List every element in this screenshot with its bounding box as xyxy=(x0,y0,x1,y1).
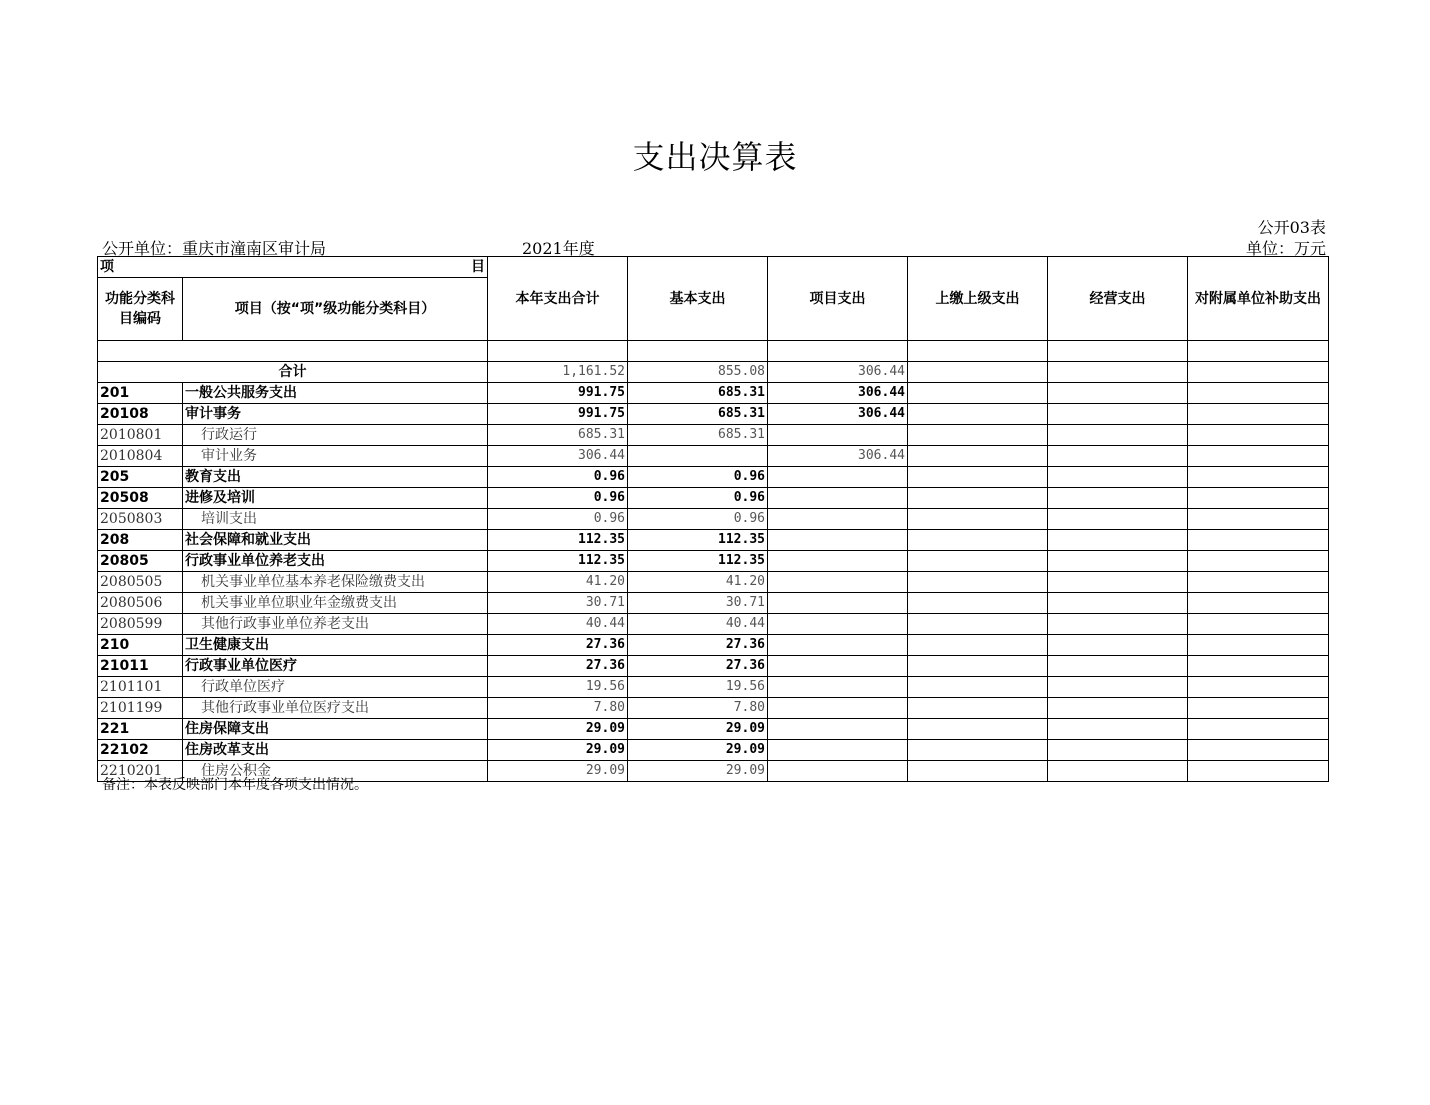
row-value xyxy=(768,551,908,572)
row-value xyxy=(1188,635,1329,656)
table-row xyxy=(98,383,1329,404)
row-name: 住房保障支出 xyxy=(183,719,488,740)
row-value xyxy=(1048,698,1188,719)
row-value: 29.09 xyxy=(628,740,768,761)
row-name: 审计业务 xyxy=(183,446,488,467)
row-value: 306.44 xyxy=(768,404,908,425)
row-value: 19.56 xyxy=(488,677,628,698)
row-value xyxy=(908,383,1048,404)
table-row xyxy=(98,425,1329,446)
row-value: 27.36 xyxy=(628,656,768,677)
total-cell xyxy=(908,362,1048,383)
table-row xyxy=(98,467,1329,488)
row-value xyxy=(908,467,1048,488)
table-row xyxy=(98,509,1329,530)
row-value xyxy=(908,614,1048,635)
col-header-name: 项目（按“项”级功能分类科目） xyxy=(183,278,488,341)
row-code: 20805 xyxy=(98,551,183,572)
row-value xyxy=(908,698,1048,719)
row-value xyxy=(1188,593,1329,614)
row-name: 行政事业单位养老支出 xyxy=(183,551,488,572)
col-header-subsidiary-subsidy: 对附属单位补助支出 xyxy=(1188,257,1329,341)
table-row xyxy=(98,677,1329,698)
row-value: 112.35 xyxy=(628,530,768,551)
row-code: 20108 xyxy=(98,404,183,425)
header-xiang-mu xyxy=(98,257,488,278)
row-value: 0.96 xyxy=(628,467,768,488)
row-value xyxy=(908,761,1048,782)
row-value xyxy=(1188,698,1329,719)
row-code: 208 xyxy=(98,530,183,551)
row-code: 2080599 xyxy=(98,614,183,635)
table-row xyxy=(98,740,1329,761)
row-value xyxy=(1188,383,1329,404)
row-value xyxy=(768,530,908,551)
table-row xyxy=(98,446,1329,467)
table-row xyxy=(98,635,1329,656)
row-value xyxy=(1188,740,1329,761)
row-code: 2080506 xyxy=(98,593,183,614)
row-value xyxy=(908,572,1048,593)
row-name: 一般公共服务支出 xyxy=(183,383,488,404)
row-value xyxy=(1188,509,1329,530)
row-code: 20508 xyxy=(98,488,183,509)
col-header-operating: 经营支出 xyxy=(1048,257,1188,341)
row-name: 住房公积金 xyxy=(183,761,488,782)
row-code: 2101101 xyxy=(98,677,183,698)
total-cell: 1,161.52 xyxy=(488,362,628,383)
row-value: 0.96 xyxy=(488,509,628,530)
row-value: 112.35 xyxy=(488,551,628,572)
table-row xyxy=(98,593,1329,614)
table-row xyxy=(98,530,1329,551)
row-value: 112.35 xyxy=(488,530,628,551)
row-code: 2010801 xyxy=(98,425,183,446)
header-row-top xyxy=(98,257,1329,278)
row-value xyxy=(1048,383,1188,404)
row-value xyxy=(908,488,1048,509)
row-value: 29.09 xyxy=(488,740,628,761)
fiscal-year: 2021年度 xyxy=(522,239,595,258)
row-value xyxy=(1048,425,1188,446)
row-value: 7.80 xyxy=(488,698,628,719)
row-value xyxy=(768,719,908,740)
row-value xyxy=(1188,572,1329,593)
row-value: 0.96 xyxy=(628,488,768,509)
row-code: 2101199 xyxy=(98,698,183,719)
row-name: 行政事业单位医疗 xyxy=(183,656,488,677)
row-value: 306.44 xyxy=(768,383,908,404)
row-value xyxy=(908,425,1048,446)
row-value xyxy=(1188,404,1329,425)
row-value: 30.71 xyxy=(628,593,768,614)
row-value: 685.31 xyxy=(488,425,628,446)
row-name: 行政单位医疗 xyxy=(183,677,488,698)
row-name: 教育支出 xyxy=(183,467,488,488)
page-title: 支出决算表 xyxy=(632,138,798,176)
col-header-code: 功能分类科目编码 xyxy=(98,278,183,341)
row-value: 29.09 xyxy=(628,761,768,782)
total-cell: 855.08 xyxy=(628,362,768,383)
col-header-total: 本年支出合计 xyxy=(488,257,628,341)
row-value xyxy=(1048,593,1188,614)
row-value xyxy=(1048,509,1188,530)
row-value: 112.35 xyxy=(628,551,768,572)
table-row xyxy=(98,404,1329,425)
row-value xyxy=(908,530,1048,551)
table-row xyxy=(98,614,1329,635)
row-name: 其他行政事业单位养老支出 xyxy=(183,614,488,635)
form-number: 公开03表 xyxy=(1257,218,1326,237)
row-value xyxy=(908,740,1048,761)
expenditure-table xyxy=(97,256,1329,782)
row-value: 29.09 xyxy=(488,761,628,782)
row-value: 0.96 xyxy=(488,488,628,509)
row-name: 卫生健康支出 xyxy=(183,635,488,656)
total-cell xyxy=(1048,362,1188,383)
total-cell xyxy=(1188,362,1329,383)
row-code: 2080505 xyxy=(98,572,183,593)
row-name: 进修及培训 xyxy=(183,488,488,509)
row-value xyxy=(1188,719,1329,740)
row-value xyxy=(768,572,908,593)
col-header-remit-superior: 上缴上级支出 xyxy=(908,257,1048,341)
table-row xyxy=(98,572,1329,593)
footnote: 备注：本表反映部门本年度各项支出情况。 xyxy=(102,777,368,793)
currency-unit: 单位：万元 xyxy=(1245,239,1326,258)
row-value: 30.71 xyxy=(488,593,628,614)
row-value xyxy=(1048,572,1188,593)
row-value: 40.44 xyxy=(628,614,768,635)
row-value xyxy=(1188,530,1329,551)
row-value xyxy=(768,467,908,488)
row-value xyxy=(1188,488,1329,509)
row-value xyxy=(768,698,908,719)
row-value xyxy=(1048,719,1188,740)
row-value: 29.09 xyxy=(628,719,768,740)
row-code: 2050803 xyxy=(98,509,183,530)
row-value xyxy=(1048,635,1188,656)
total-cell: 306.44 xyxy=(768,362,908,383)
row-code: 2010804 xyxy=(98,446,183,467)
row-value xyxy=(908,593,1048,614)
row-value xyxy=(1188,677,1329,698)
row-value xyxy=(768,677,908,698)
row-name: 机关事业单位基本养老保险缴费支出 xyxy=(183,572,488,593)
row-value: 685.31 xyxy=(628,425,768,446)
row-value: 991.75 xyxy=(488,383,628,404)
row-value xyxy=(908,677,1048,698)
row-value xyxy=(768,656,908,677)
row-value xyxy=(1048,551,1188,572)
row-value xyxy=(1048,530,1188,551)
table-row xyxy=(98,551,1329,572)
total-label: 合计 xyxy=(98,362,488,383)
row-value xyxy=(1048,488,1188,509)
row-value: 29.09 xyxy=(488,719,628,740)
row-name: 行政运行 xyxy=(183,425,488,446)
row-value: 685.31 xyxy=(628,383,768,404)
row-code: 205 xyxy=(98,467,183,488)
row-value: 41.20 xyxy=(488,572,628,593)
row-value xyxy=(1188,761,1329,782)
row-value: 27.36 xyxy=(488,656,628,677)
row-name: 机关事业单位职业年金缴费支出 xyxy=(183,593,488,614)
row-name: 社会保障和就业支出 xyxy=(183,530,488,551)
row-value xyxy=(1188,614,1329,635)
row-value xyxy=(768,614,908,635)
row-code: 201 xyxy=(98,383,183,404)
row-value xyxy=(908,719,1048,740)
row-value: 306.44 xyxy=(768,446,908,467)
row-value xyxy=(1048,467,1188,488)
row-value xyxy=(768,761,908,782)
header-mu: 目 xyxy=(471,259,485,275)
row-value xyxy=(768,593,908,614)
row-value xyxy=(1048,740,1188,761)
row-value xyxy=(1048,446,1188,467)
row-value: 0.96 xyxy=(628,509,768,530)
row-value: 27.36 xyxy=(628,635,768,656)
col-header-basic: 基本支出 xyxy=(628,257,768,341)
row-name: 培训支出 xyxy=(183,509,488,530)
row-value: 40.44 xyxy=(488,614,628,635)
row-name: 其他行政事业单位医疗支出 xyxy=(183,698,488,719)
row-value: 7.80 xyxy=(628,698,768,719)
row-value: 685.31 xyxy=(628,404,768,425)
row-value xyxy=(628,446,768,467)
row-value xyxy=(768,509,908,530)
publishing-unit: 公开单位：重庆市潼南区审计局 xyxy=(102,239,327,258)
row-code: 22102 xyxy=(98,740,183,761)
row-value xyxy=(908,635,1048,656)
row-name: 审计事务 xyxy=(183,404,488,425)
row-value: 0.96 xyxy=(488,467,628,488)
row-value xyxy=(908,446,1048,467)
row-value xyxy=(1188,551,1329,572)
row-value xyxy=(1048,761,1188,782)
row-value xyxy=(908,509,1048,530)
row-value xyxy=(908,656,1048,677)
row-value xyxy=(908,551,1048,572)
table-row xyxy=(98,719,1329,740)
row-code: 221 xyxy=(98,719,183,740)
row-code: 2210201 xyxy=(98,761,183,782)
table-row xyxy=(98,698,1329,719)
row-value xyxy=(1048,677,1188,698)
row-value xyxy=(1048,404,1188,425)
row-value: 991.75 xyxy=(488,404,628,425)
table-row xyxy=(98,656,1329,677)
row-value xyxy=(768,488,908,509)
header-gap-row xyxy=(98,341,1329,362)
table-row xyxy=(98,488,1329,509)
row-value: 306.44 xyxy=(488,446,628,467)
row-value xyxy=(908,404,1048,425)
row-value xyxy=(768,740,908,761)
row-name: 住房改革支出 xyxy=(183,740,488,761)
row-code: 21011 xyxy=(98,656,183,677)
row-value xyxy=(1188,656,1329,677)
header-xiang: 项 xyxy=(100,259,114,275)
row-code: 210 xyxy=(98,635,183,656)
col-header-project: 项目支出 xyxy=(768,257,908,341)
row-value: 27.36 xyxy=(488,635,628,656)
row-value xyxy=(1188,467,1329,488)
row-value: 41.20 xyxy=(628,572,768,593)
row-value xyxy=(768,635,908,656)
row-value xyxy=(768,425,908,446)
total-row xyxy=(98,362,1329,383)
row-value xyxy=(1188,425,1329,446)
row-value: 19.56 xyxy=(628,677,768,698)
row-value xyxy=(1048,656,1188,677)
row-value xyxy=(1048,614,1188,635)
row-value xyxy=(1188,446,1329,467)
report-info-row xyxy=(102,236,1328,256)
